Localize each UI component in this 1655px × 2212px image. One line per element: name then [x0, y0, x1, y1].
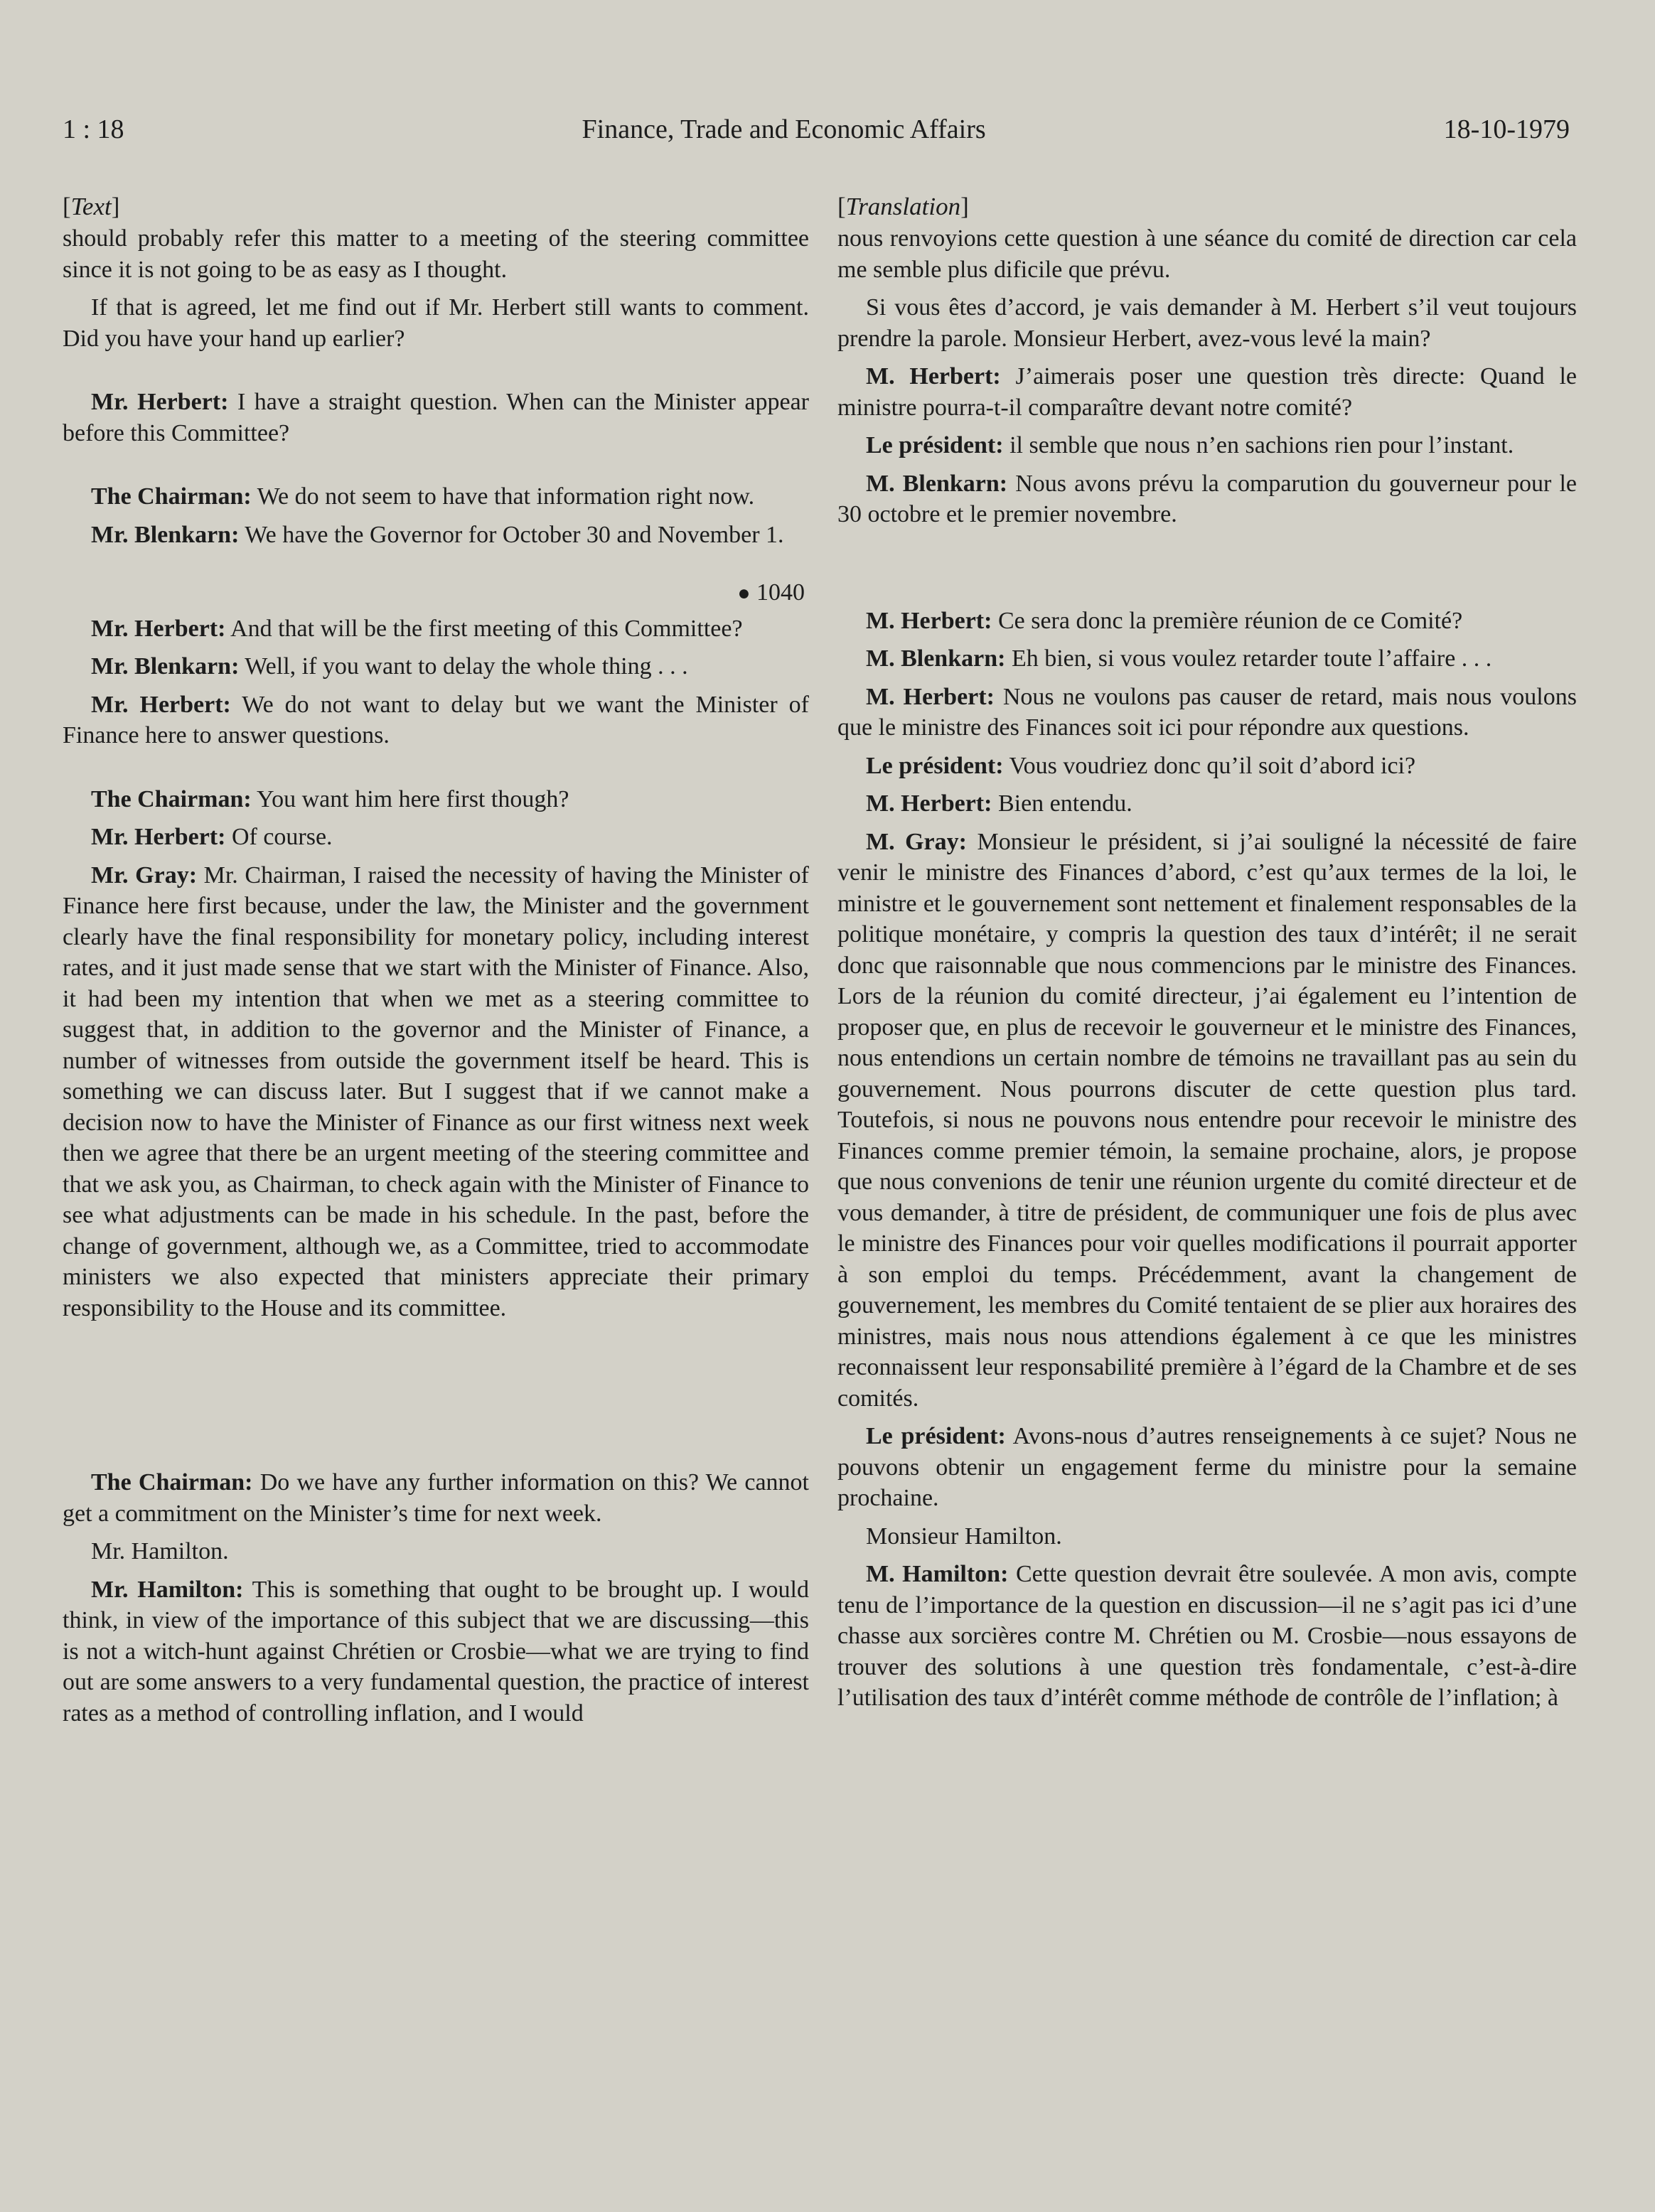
speech: Le président: Vous voudriez donc qu’il soit d’abord ici?	[866, 752, 1416, 779]
paragraph: Si vous êtes d’accord, je vais demander à M. Herbert s’il veut toujours prendre la parole. Monsieur Herbert, avez-vous levé la main?	[837, 294, 1577, 352]
speaker: M. Hamilton:	[866, 1561, 1009, 1587]
speech: M. Blenkarn: Eh bien, si vous voulez retarder toute l’affaire . . .	[866, 645, 1492, 672]
page-number: 1 : 18	[63, 114, 124, 144]
speech: Mr. Herbert: We do not want to delay but we want the Minister of Finance here to answer questions.	[63, 691, 809, 748]
speaker: M. Herbert:	[866, 790, 992, 817]
speaker: Mr. Blenkarn:	[91, 521, 240, 548]
speaker: M. Blenkarn:	[866, 645, 1006, 672]
paragraph: nous renvoyions cette question à une séance du comité de direction car cela me semble plus dificile que prévu.	[837, 225, 1577, 283]
bullet-icon: ●	[737, 581, 751, 605]
speaker: M. Herbert:	[866, 683, 995, 710]
speech: Le président: Avons-nous d’autres renseignements à ce sujet? Nous ne pouvons obtenir un engagement ferme du ministre pour la semaine prochaine.	[837, 1423, 1578, 1511]
speaker: Mr. Herbert:	[91, 691, 231, 718]
page-date: 18-10-1979	[1443, 114, 1570, 144]
speech: Mr. Blenkarn: We have the Governor for October 30 and November 1.	[91, 521, 784, 548]
publication-title: Finance, Trade and Economic Affairs	[582, 114, 986, 144]
french-column	[837, 190, 1577, 1721]
paragraph: Monsieur Hamilton.	[866, 1523, 1062, 1550]
paragraph: If that is agreed, let me find out if Mr. Herbert still wants to comment. Did you have your hand up earlier?	[63, 294, 809, 352]
speaker: Le président:	[866, 752, 1004, 779]
speech: M. Hamilton: Cette question devrait être soulevée. A mon avis, compte tenu de l’importance de la question en discussion—il ne s’agit pas ici d’une chasse aux sorcières contre M. Chrétien ou M. Crosbie—nous essayons de trouver des solutions à une question très fondamentale, c’est-à-dire l’utilisation des taux d’intérêt comme méthode de contrôle de l’inflation; à	[837, 1561, 1577, 1711]
speech: The Chairman: Do we have any further information on this? We cannot get a commitment on the Minister’s time for next week.	[63, 1469, 809, 1527]
paragraph: Mr. Hamilton.	[91, 1538, 229, 1564]
speaker: The Chairman:	[91, 483, 252, 510]
speaker: Mr. Herbert:	[91, 389, 229, 415]
speaker: Mr. Gray:	[91, 861, 198, 888]
speech: Le président: il semble que nous n’en sachions rien pour l’instant.	[866, 432, 1514, 458]
speech: M. Gray: Monsieur le président, si j’ai souligné la nécessité de faire venir le ministre des Finances d’abord, c’est qu’aux termes de la loi, le ministre et le gouvernement sont nettement et finalement responsables de la politique monétaire, y compris la question des taux d’intérêt; il ne serait donc que raisonnable que nous commencions par le ministre des Finances. Lors de la réunion du comité directeur, j’ai également eu l’intention de proposer que, en plus de recevoir le gouverneur et le ministre des Finances, nous entendions un certain nombre de témoins ne travaillant pas au sein du gouvernement. Nous pourrons discuter de cette question plus tard. Toutefois, si nous ne pouvons nous entendre pour recevoir le ministre des Finances comme premier témoin, la semaine prochaine, alors, je propose que nous convenions de tenir une réunion urgente du comité directeur et de vous demander, à titre de président, de communiquer une fois de plus avec le ministre des Finances pour voir quelles modifications il pourrait apporter à son emploi du temps. Précédemment, avant la changement de gouvernement, les membres du Comité tentaient de se plier aux horaires des ministres, mais nous nous attendions également à ce que les ministres reconnaissent leur responsabilité première à l’égard de la Chambre et de ses comités.	[837, 828, 1578, 1412]
speech: M. Blenkarn: Nous avons prévu la comparution du gouverneur pour le 30 octobre et le premier novembre.	[837, 470, 1577, 527]
speaker: M. Blenkarn:	[866, 470, 1008, 497]
speaker: M. Herbert:	[866, 607, 992, 634]
page-header	[63, 114, 1570, 145]
speaker: Mr. Herbert:	[91, 824, 226, 850]
speech: The Chairman: We do not seem to have that information right now.	[91, 483, 755, 510]
speech: Mr. Gray: Mr. Chairman, I raised the necessity of having the Minister of Finance here first because, under the law, the Minister and the government clearly have the final responsibility for monetary policy, including interest rates, and it just made sense that we start with the Minister of Finance. Also, it had been my intention that when we met as a steering committee to suggest that, in addition to the governor and the Minister of Finance, a number of witnesses from outside the government itself be heard. This is something we can discuss later. But I suggest that if we cannot make a decision now to have the Minister of Finance as our first witness next week then we agree that there be an urgent meeting of the steering committee and that we ask you, as Chairman, to check again with the Minister of Finance to see what adjustments can be made in his schedule. In the past, before the change of government, although we, as a Committee, tried to accommodate ministers we also expected that ministers appreciate their primary responsibility to the House and its committee.	[63, 861, 810, 1321]
speech: Mr. Herbert: I have a straight question. When can the Minister appear before this Committee?	[63, 389, 809, 446]
speaker: M. Gray:	[866, 828, 967, 855]
speech: M. Herbert: J’aimerais poser une question très directe: Quand le ministre pourra-t-il comparaître devant notre comité?	[837, 363, 1577, 421]
speech: Mr. Hamilton: This is something that ought to be brought up. I would think, in view of the importance of this subject that we are discussing—this is not a witch-hunt against Chrétien or Crosbie—what we are trying to find out are some answers to a very fundamental question, the practice of interest rates as a method of controlling inflation, and I would	[63, 1576, 809, 1727]
speaker: Mr. Hamilton:	[91, 1576, 244, 1603]
column-label-translation: [Translation]	[837, 193, 969, 220]
time-marker: ● 1040	[737, 579, 805, 606]
speech: M. Herbert: Ce sera donc la première réunion de ce Comité?	[866, 607, 1463, 634]
speaker: Mr. Herbert:	[91, 615, 226, 642]
speech: The Chairman: You want him here first though?	[91, 785, 569, 812]
speaker: The Chairman:	[91, 785, 252, 812]
speaker: Mr. Blenkarn:	[91, 653, 240, 680]
speaker: Le président:	[866, 1423, 1006, 1449]
column-label-text: [Text]	[63, 193, 120, 220]
speech: Mr. Herbert: And that will be the first meeting of this Committee?	[91, 615, 743, 642]
speaker: Le président:	[866, 432, 1004, 458]
speech: M. Herbert: Bien entendu.	[866, 790, 1132, 817]
speaker: M. Herbert:	[866, 363, 1001, 390]
english-column	[63, 190, 809, 1736]
speech: Mr. Blenkarn: Well, if you want to delay the whole thing . . .	[91, 653, 688, 680]
speech: Mr. Herbert: Of course.	[91, 824, 333, 850]
speaker: The Chairman:	[91, 1469, 253, 1496]
paragraph: should probably refer this matter to a meeting of the steering committee since it is not going to be as easy as I thought.	[63, 225, 809, 283]
speech: M. Herbert: Nous ne voulons pas causer de retard, mais nous voulons que le ministre des Finances soit ici pour répondre aux questions.	[837, 683, 1577, 741]
